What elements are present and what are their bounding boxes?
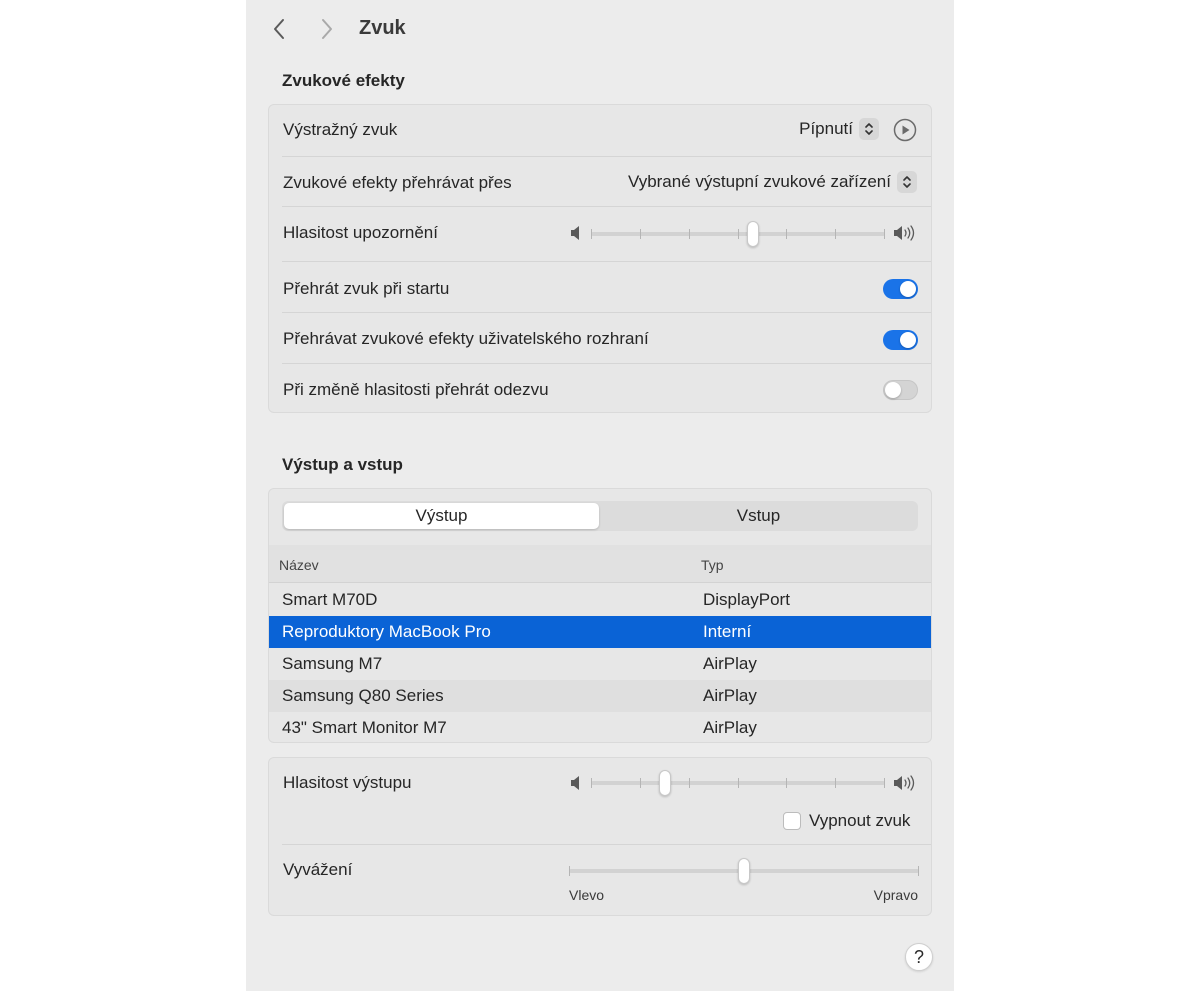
slider-tick (884, 229, 885, 239)
speaker-high-icon (893, 774, 917, 792)
output-input-heading: Výstup a vstup (282, 455, 403, 474)
help-button[interactable]: ? (905, 943, 933, 971)
chevron-right-icon (320, 18, 334, 40)
sound-effects-group (268, 104, 932, 413)
alert-volume-label: Hlasitost upozornění (283, 223, 438, 242)
slider-tick (569, 866, 570, 876)
device-name: Samsung M7 (282, 654, 383, 673)
alert-sound-value: Pípnutí (799, 119, 853, 138)
play-through-label: Zvukové efekty přehrávat přes (283, 173, 512, 192)
divider (282, 156, 931, 157)
column-header-type[interactable]: Typ (701, 557, 724, 573)
output-volume-slider[interactable] (591, 770, 885, 796)
slider-tick (640, 229, 641, 239)
divider (282, 844, 931, 845)
slider-thumb[interactable] (747, 221, 759, 247)
slider-tick (689, 778, 690, 788)
device-type: DisplayPort (703, 590, 790, 609)
play-through-popup[interactable] (628, 171, 917, 193)
slider-tick (689, 229, 690, 239)
device-type: AirPlay (703, 654, 757, 673)
tab-input[interactable]: Vstup (736, 506, 781, 525)
output-volume-label: Hlasitost výstupu (283, 773, 412, 792)
slider-tick (786, 778, 787, 788)
volume-feedback-toggle[interactable] (883, 380, 918, 400)
device-name: Smart M70D (282, 590, 378, 609)
slider-thumb[interactable] (659, 770, 671, 796)
table-row[interactable] (269, 584, 931, 616)
forward-button[interactable] (314, 14, 340, 44)
toggle-knob (900, 281, 916, 297)
alert-sound-popup[interactable] (799, 118, 879, 140)
device-type: AirPlay (703, 686, 757, 705)
mute-checkbox[interactable] (783, 812, 801, 830)
speaker-high-icon (893, 224, 917, 242)
play-alert-button[interactable] (893, 118, 917, 142)
slider-tick (786, 229, 787, 239)
balance-label: Vyvážení (283, 860, 353, 879)
slider-tick (835, 229, 836, 239)
device-name: Reproduktory MacBook Pro (282, 622, 491, 641)
volume-feedback-label: Při změně hlasitosti přehrát odezvu (283, 380, 549, 399)
speaker-low-icon (570, 225, 584, 241)
back-button[interactable] (266, 14, 292, 44)
device-table-header (269, 545, 931, 583)
up-down-chevron-icon (897, 171, 917, 193)
ui-sounds-toggle[interactable] (883, 330, 918, 350)
toggle-knob (900, 332, 916, 348)
slider-thumb[interactable] (738, 858, 750, 884)
alert-sound-label: Výstražný zvuk (283, 120, 398, 139)
speaker-low-icon (570, 775, 584, 791)
sound-effects-heading: Zvukové efekty (282, 71, 405, 90)
play-circle-icon (893, 118, 917, 142)
startup-sound-toggle[interactable] (883, 279, 918, 299)
device-type: AirPlay (703, 718, 757, 737)
divider (282, 261, 931, 262)
output-input-segmented-control (282, 501, 918, 531)
output-input-group (268, 488, 932, 743)
divider (282, 206, 931, 207)
column-header-name[interactable]: Název (279, 557, 319, 573)
slider-tick (591, 229, 592, 239)
table-row[interactable] (269, 648, 931, 680)
alert-volume-slider[interactable] (591, 221, 885, 247)
play-through-value: Vybrané výstupní zvukové zařízení (627, 172, 891, 191)
toggle-knob (885, 382, 901, 398)
page-title: Zvuk (359, 17, 406, 39)
slider-tick (918, 866, 919, 876)
up-down-chevron-icon (859, 118, 879, 140)
divider (282, 363, 931, 364)
slider-tick (835, 778, 836, 788)
slider-tick (738, 229, 739, 239)
slider-tick (738, 778, 739, 788)
ui-sounds-label: Přehrávat zvukové efekty uživatelského rozhraní (283, 329, 649, 348)
table-row[interactable] (269, 680, 931, 712)
slider-tick (640, 778, 641, 788)
slider-tick (884, 778, 885, 788)
startup-sound-label: Přehrát zvuk při startu (283, 279, 450, 298)
output-volume-group (268, 757, 932, 916)
table-row[interactable] (269, 712, 931, 743)
tab-output[interactable]: Výstup (284, 503, 599, 529)
slider-tick (591, 778, 592, 788)
mute-label: Vypnout zvuk (809, 811, 911, 830)
balance-left-label: Vlevo (569, 887, 605, 903)
table-row-selected[interactable] (269, 616, 931, 648)
device-name: 43" Smart Monitor M7 (282, 718, 447, 737)
sound-settings-window (246, 0, 954, 991)
balance-right-label: Vpravo (873, 887, 918, 903)
device-type: Interní (703, 622, 752, 641)
chevron-left-icon (272, 18, 286, 40)
balance-slider[interactable] (569, 858, 919, 884)
device-name: Samsung Q80 Series (282, 686, 444, 705)
divider (282, 312, 931, 313)
